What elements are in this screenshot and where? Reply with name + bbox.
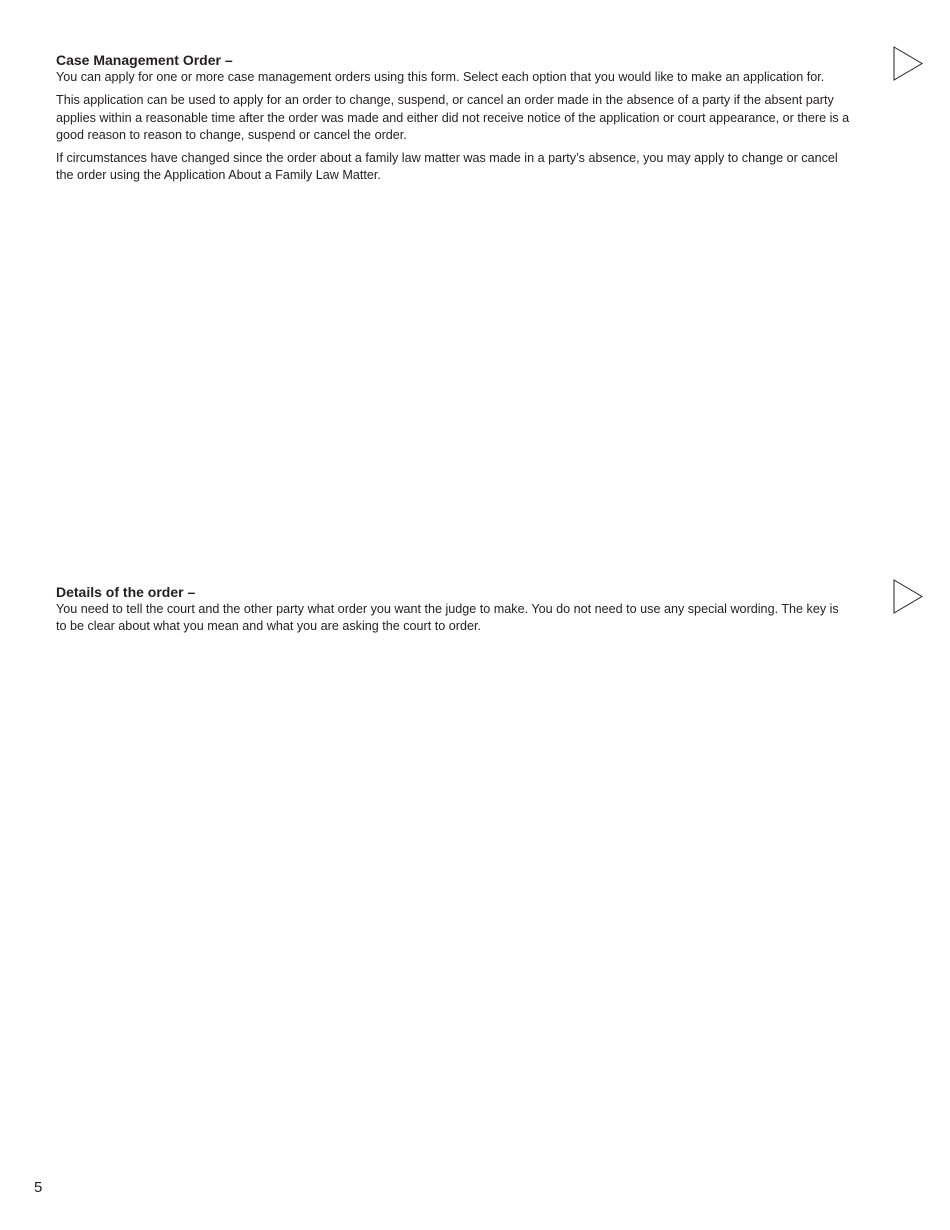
case-management-order-section: [56, 52, 851, 191]
page-number: 5: [34, 1179, 43, 1196]
details-of-order-section: [56, 584, 851, 642]
section-marker-triangle-icon: [893, 579, 923, 614]
section-heading-case-management-order: Case Management Order –: [56, 52, 233, 68]
details-of-order-paragraph: You need to tell the court and the other party what order you want the judge to make. You do not need to use any special wording. The key is to be clear about what you mean and what you are asking the court to order.: [56, 602, 839, 634]
case-management-circumstances-paragraph: If circumstances have changed since the order about a family law matter was made in a party’s absence, you may apply to change or cancel the order using the Application About a Family Law Matter.: [56, 151, 838, 183]
section-marker-triangle-icon: [893, 46, 923, 81]
case-management-absence-paragraph: This application can be used to apply for an order to change, suspend, or cancel an order made in the absence of a party if the absent party applies within a reasonable time after the order was made and either did not receive notice of the application or court appearance, or there is a good reason to reason to change, suspend or cancel the order.: [56, 93, 850, 142]
case-management-intro-paragraph: You can apply for one or more case management orders using this form. Select each option that you would like to make an application for.: [56, 70, 825, 84]
section-heading-details-of-order: Details of the order –: [56, 584, 196, 600]
